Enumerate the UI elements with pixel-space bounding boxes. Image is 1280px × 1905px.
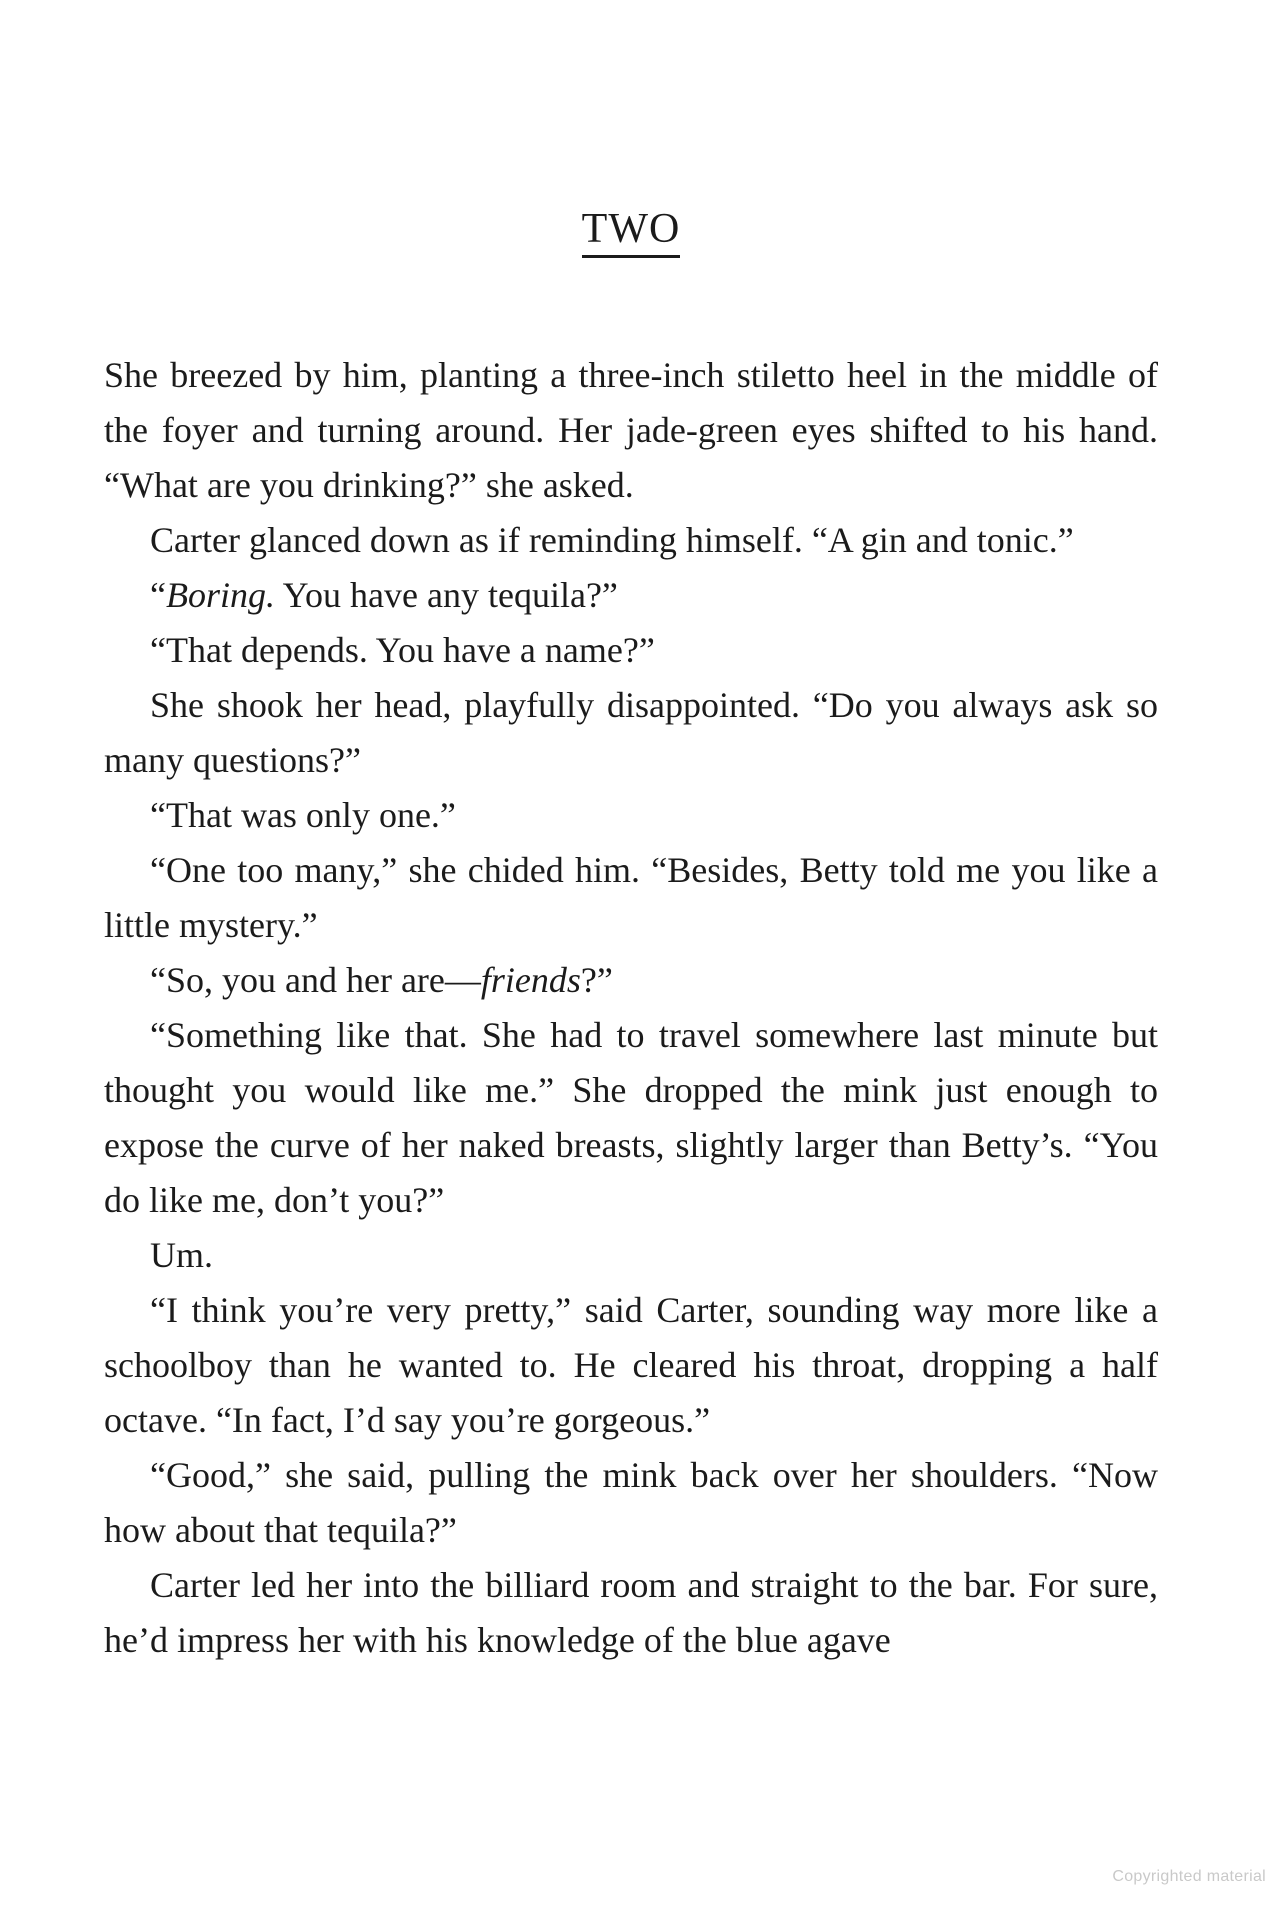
text-segment: Carter led her into the billiard room and straight to the bar. For sure, he’d impress her with his knowledge of the blue agave <box>104 1565 1158 1660</box>
paragraph <box>104 843 1158 953</box>
paragraph <box>104 788 1158 843</box>
text-segment: “ <box>150 575 166 615</box>
paragraph <box>104 1448 1158 1558</box>
text-segment: She shook her head, playfully disappointed. “Do you always ask so many questions?” <box>104 685 1158 780</box>
text-segment: “So, you and her are— <box>150 960 481 1000</box>
text-segment: “One too many,” she chided him. “Besides, Betty told me you like a little mystery.” <box>104 850 1158 945</box>
text-segment: “Good,” she said, pulling the mink back over her shoulders. “Now how about that tequila?” <box>104 1455 1158 1550</box>
text-segment: “That was only one.” <box>150 795 456 835</box>
italic-segment: Boring. <box>165 575 275 615</box>
paragraph <box>104 568 1158 623</box>
text-segment: Um. <box>150 1235 213 1275</box>
chapter-heading <box>104 208 1158 250</box>
paragraph <box>104 1558 1158 1668</box>
text-segment: “That depends. You have a name?” <box>150 630 655 670</box>
paragraph <box>104 623 1158 678</box>
paragraph <box>104 1008 1158 1228</box>
text-segment: “Something like that. She had to travel somewhere last minute but thought you would like me.” She dropped the mink just enough to expose the curve of her naked breasts, slightly larger than Betty’s. “You do like me, don’t you?” <box>104 1015 1158 1220</box>
chapter-title: TWO <box>582 206 681 258</box>
paragraph <box>104 513 1158 568</box>
copyright-watermark: Copyrighted material <box>1112 1868 1266 1885</box>
text-segment: ?” <box>580 960 613 1000</box>
text-segment: She breezed by him, planting a three-inch stiletto heel in the middle of the foyer and turning around. Her jade-green eyes shifted to his hand. “What are you drinking?” she asked. <box>104 355 1158 505</box>
paragraph <box>104 348 1158 513</box>
body-text <box>104 348 1158 1668</box>
paragraph <box>104 953 1158 1008</box>
paragraph <box>104 678 1158 788</box>
paragraph <box>104 1283 1158 1448</box>
paragraph <box>104 1228 1158 1283</box>
text-segment: Carter glanced down as if reminding himself. “A gin and tonic.” <box>150 520 1074 560</box>
italic-segment: friends <box>480 960 581 1000</box>
text-segment: “I think you’re very pretty,” said Carter, sounding way more like a schoolboy than he wanted to. He cleared his throat, dropping a half octave. “In fact, I’d say you’re gorgeous.” <box>104 1290 1158 1440</box>
text-segment: You have any tequila?” <box>275 575 618 615</box>
